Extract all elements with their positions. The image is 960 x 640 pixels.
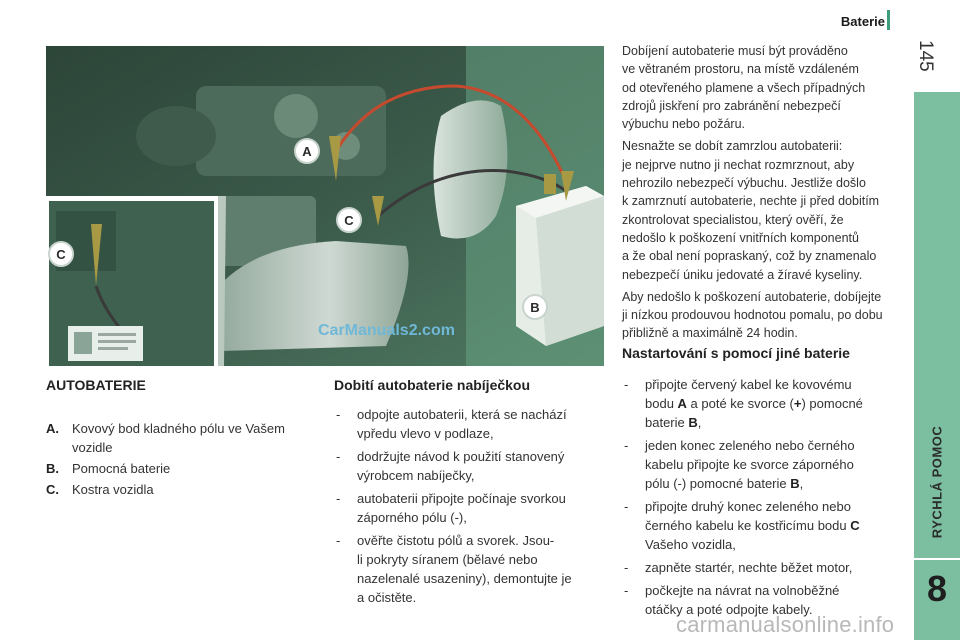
chapter-title: RYCHLÁ POMOC [929, 425, 945, 539]
list-item: - zapněte startér, nechte běžet motor, [622, 558, 906, 577]
page-header-title: Baterie [840, 14, 885, 29]
callout-a [292, 136, 322, 166]
list-item: - připojte druhý konec zeleného nebo černého kabelu ke kostřicímu bodu C Vašeho vozidla, [622, 497, 906, 554]
illustration-watermark: CarManuals2.com [318, 322, 455, 339]
legend-item-c: C. Kostra vozidla [46, 482, 154, 497]
info-paragraph-slow-charge: Aby nedošlo k poškození autobaterie, dobíjejte ji nízkou prodouvou hodnotou pomalu, po dobu přibližně a maximálně 24 hodin. [622, 289, 883, 341]
info-paragraph-ventilation: Dobíjení autobaterie musí být prováděno ve větraném prostoru, na místě vzdáleném od otevřeného plamene a všech případných zdrojů jiskření pro zabránění nebezpečí výbuchu nebo požáru. [622, 44, 866, 132]
info-paragraph-frozen: Nesnažte se dobít zamrzlou autobaterii: je nejprve nutno ji nechat rozmrznout, aby nehrozilo nebezpečí výbuchu. Jestliže došlo k zamrznutí autobaterie, nechte ji před dobitím zkontrolovat specialistou, který ověří, že nedošlo k poškození vnitřních komponentů a že obal není popraskaný, což by znamenalo nebezpečí úniku jedovaté a žíravé kyseliny. [622, 139, 880, 282]
svg-text:B: B [530, 300, 540, 315]
footer-watermark: carmanualsonline.info [676, 612, 895, 637]
list-item: - ověřte čistotu pólů a svorek. Jsou- li pokryty síranem (bělavé nebo nazelenalé usazeniny), demontujte je a očistěte. [334, 531, 606, 607]
svg-text:A: A [302, 144, 312, 159]
charging-title: Dobití autobaterie nabíječkou [334, 377, 531, 393]
list-item: - odpojte autobaterii, která se nachází vpředu vlevo v podlaze, [334, 405, 606, 443]
header-rule [887, 10, 890, 30]
chapter-sidebar [914, 92, 960, 640]
legend-item-a: A. Kovový bod kladného pólu ve Vašem vozidle [46, 421, 285, 455]
chapter-number: 8 [926, 568, 948, 609]
svg-text:C: C [56, 247, 66, 262]
info-section [622, 42, 900, 347]
battery-illustration [46, 46, 604, 366]
list-item: - dodržujte návod k použití stanovený výrobcem nabíječky, [334, 447, 606, 485]
legend-section [46, 376, 316, 501]
legend-title: AUTOBATERIE [46, 377, 146, 393]
list-item: - jeden konec zeleného nebo černého kabelu připojte ke svorce záporného pólu (-) pomocné baterie B, [622, 436, 906, 493]
callout-c-inset [46, 239, 76, 269]
callout-b [520, 292, 550, 322]
sidebar-divider [914, 558, 960, 560]
legend-item-b: B. Pomocná baterie [46, 461, 171, 476]
jumpstart-title: Nastartování s pomocí jiné baterie [622, 345, 850, 361]
jumpstart-section [622, 344, 906, 623]
svg-text:C: C [344, 213, 354, 228]
list-item: - autobaterii připojte počínaje svorkou záporného pólu (-), [334, 489, 606, 527]
page-number: 145 [915, 40, 936, 72]
list-item: - připojte červený kabel ke kovovému bodu A a poté ke svorce (+) pomocné baterie B, [622, 375, 906, 432]
callout-c-main [334, 205, 364, 235]
inset-panel [46, 196, 218, 366]
charging-section [334, 376, 606, 611]
list-item: - počkejte na návrat na volnoběžné otáčky a poté odpojte kabely. [622, 581, 906, 619]
